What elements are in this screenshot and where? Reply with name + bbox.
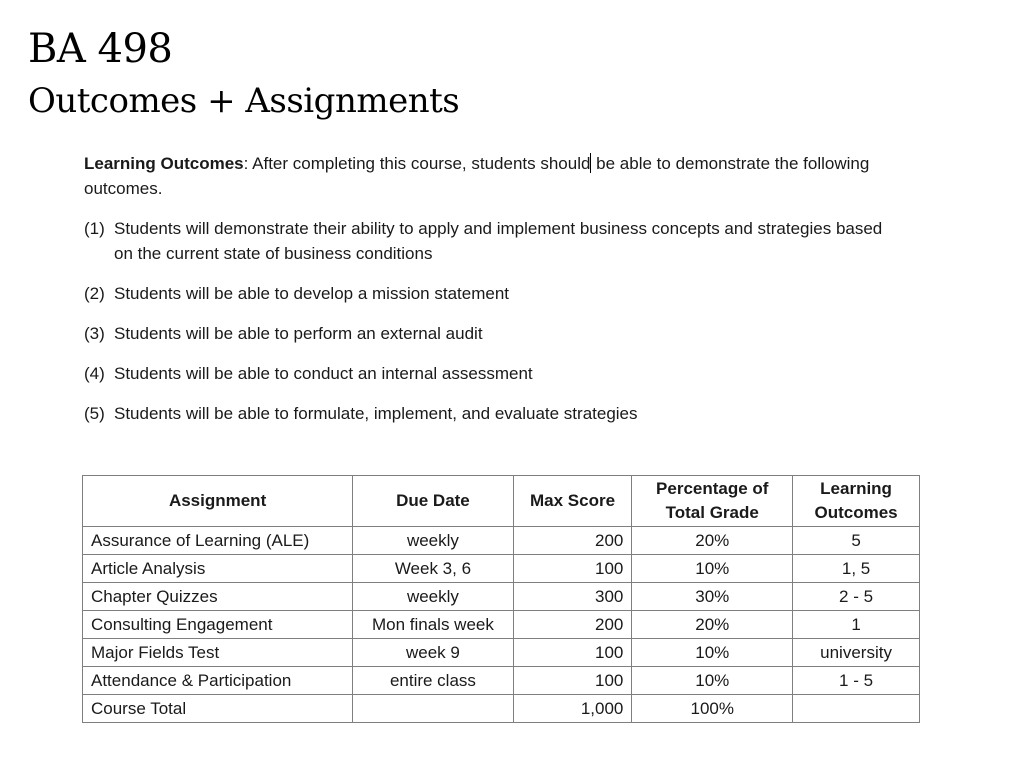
cell-assignment: Article Analysis (83, 555, 353, 583)
table-row (83, 611, 920, 639)
cell-percentage: 10% (632, 555, 793, 583)
cell-max-score: 100 (513, 555, 632, 583)
outcomes-list (84, 216, 884, 426)
outcome-text: Students will be able to conduct an internal assessment (114, 364, 533, 383)
cell-due-date: week 9 (353, 639, 514, 667)
header-max-score: Max Score (513, 476, 632, 527)
cell-assignment: Chapter Quizzes (83, 583, 353, 611)
cell-percentage: 10% (632, 667, 793, 695)
outcome-item (84, 216, 884, 266)
cell-max-score: 200 (513, 611, 632, 639)
cell-due-date: entire class (353, 667, 514, 695)
table-row (83, 667, 920, 695)
table-row (83, 527, 920, 555)
learning-outcomes-label: Learning Outcomes (84, 154, 244, 173)
cell-max-score: 300 (513, 583, 632, 611)
cell-assignment: Course Total (83, 695, 353, 723)
outcome-text: Students will be able to formulate, implement, and evaluate strategies (114, 404, 638, 423)
cell-percentage: 10% (632, 639, 793, 667)
cell-max-score: 1,000 (513, 695, 632, 723)
outcome-number: (1) (84, 219, 105, 238)
header-assignment: Assignment (83, 476, 353, 527)
cell-due-date (353, 695, 514, 723)
cell-learning-outcomes: 1 - 5 (793, 667, 920, 695)
cell-assignment: Attendance & Participation (83, 667, 353, 695)
cell-due-date: Week 3, 6 (353, 555, 514, 583)
outcome-item (84, 321, 884, 346)
outcome-number: (4) (84, 364, 105, 383)
cell-max-score: 100 (513, 667, 632, 695)
cell-percentage: 20% (632, 611, 793, 639)
cell-percentage: 30% (632, 583, 793, 611)
outcome-number: (3) (84, 324, 105, 343)
table-total-row (83, 695, 920, 723)
intro-text-end: be able to demonstrate the following outcomes. (84, 154, 870, 198)
cell-assignment: Assurance of Learning (ALE) (83, 527, 353, 555)
cell-percentage: 100% (632, 695, 793, 723)
cell-learning-outcomes: 2 - 5 (793, 583, 920, 611)
cell-learning-outcomes: 1, 5 (793, 555, 920, 583)
cell-learning-outcomes (793, 695, 920, 723)
outcome-text: Students will be able to develop a mission statement (114, 284, 510, 303)
document-body (84, 151, 884, 441)
cell-due-date: weekly (353, 583, 514, 611)
outcome-number: (2) (84, 284, 105, 303)
cell-max-score: 100 (513, 639, 632, 667)
outcome-item (84, 281, 884, 306)
outcome-number: (5) (84, 404, 105, 423)
cell-learning-outcomes: 1 (793, 611, 920, 639)
cell-due-date: Mon finals week (353, 611, 514, 639)
header-learning-outcomes: Learning Outcomes (793, 476, 920, 527)
header-due-date: Due Date (353, 476, 514, 527)
outcome-item (84, 401, 884, 426)
cell-learning-outcomes: university (793, 639, 920, 667)
cell-max-score: 200 (513, 527, 632, 555)
header-percentage: Percentage of Total Grade (632, 476, 793, 527)
cell-assignment: Major Fields Test (83, 639, 353, 667)
assignments-table (82, 475, 920, 723)
table-row (83, 583, 920, 611)
cell-learning-outcomes: 5 (793, 527, 920, 555)
cell-percentage: 20% (632, 527, 793, 555)
learning-outcomes-intro (84, 151, 884, 201)
outcome-text: Students will demonstrate their ability to apply and implement business concepts and strategies based on the current state of business conditions (114, 219, 883, 263)
intro-text-start: : After completing this course, students should (243, 154, 591, 173)
table-row (83, 639, 920, 667)
slide-title: BA 498 (28, 26, 173, 72)
table-header-row (83, 476, 920, 527)
table-row (83, 555, 920, 583)
cell-assignment: Consulting Engagement (83, 611, 353, 639)
slide-subtitle: Outcomes + Assignments (28, 81, 460, 121)
outcome-item (84, 361, 884, 386)
outcome-text: Students will be able to perform an external audit (114, 324, 483, 343)
cell-due-date: weekly (353, 527, 514, 555)
